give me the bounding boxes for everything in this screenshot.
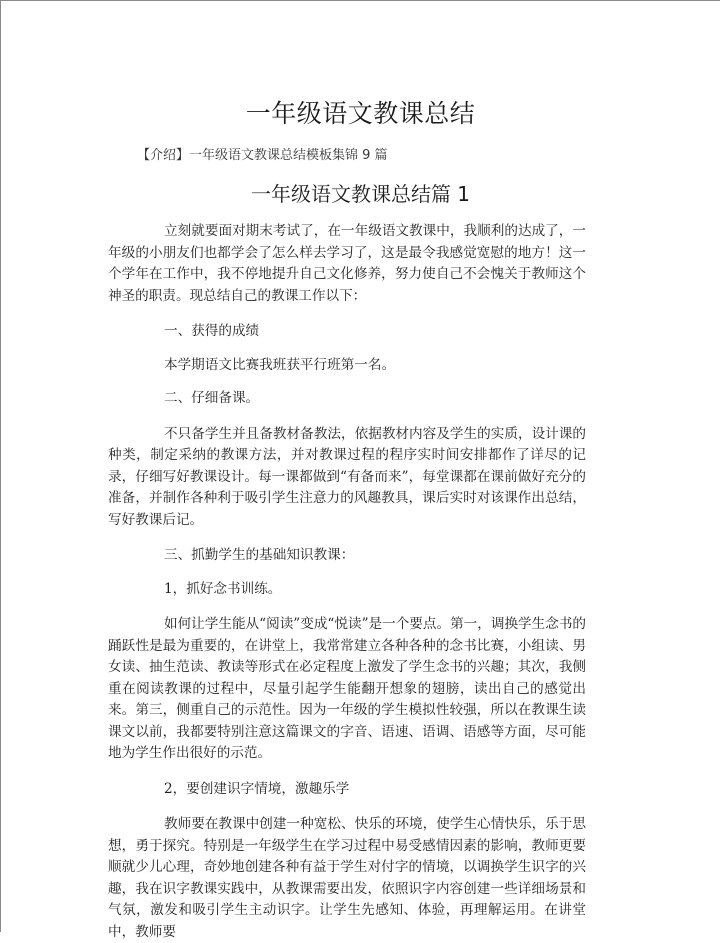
- intro-line: 【介绍】一年级语文教课总结模板集锦 9 篇: [137, 148, 388, 163]
- heading-basic-knowledge: 三、抓勤学生的基础知识教课：: [164, 547, 355, 563]
- section-title: 一年级语文教课总结篇 1: [250, 182, 471, 206]
- heading-achievements: 一、获得的成绩: [164, 323, 260, 339]
- document-body: [108, 221, 586, 943]
- paragraph-achievement-detail: 本学期语文比赛我班获平行班第一名。: [164, 356, 396, 373]
- paragraph-opening: 立刻就要面对期末考试了，在一年级语文教课中，我顺利的达成了，一年级的小朋友们也都学会了怎么样去学习了，这是最令我感觉宽慰的地方！这一个学年在工作中，我不停地提升自己文化修养，努力使自己不会愧关于教师这个神圣的职责。现总结自己的教课工作以下：: [108, 223, 586, 304]
- heading-lesson-prep: 二、仔细备课。: [164, 390, 260, 406]
- paragraph-literacy-context: 教师要在教课中创建一种宽松、快乐的环境，使学生心情快乐，乐于思想，勇于探究。特别是一年级学生在学习过程中易受感情因素的影响，教师更要顺就少儿心理，奇妙地创建各种有益于学生对付字的情境，以调换学生识字的兴趣，我在识字教课实践中，从教课需要出发，依照识字内容创建一些详细场景和气氛，激发和吸引学生主动识字。让学生先感知、体验，再理解运用。在讲堂中，教师要: [108, 816, 586, 940]
- subheading-literacy-context: 2，要创建识字情境，激趣乐学: [164, 780, 350, 797]
- paragraph-lesson-prep: 不只备学生并且备教材备教法，依据教材内容及学生的实质，设计课的种类，制定采纳的教课方法，并对教课过程的程序实时间安排都作了详尽的记录，仔细写好教课设计。每一课都做到“有备而来”，每堂课都在课前做好充分的准备，并制作各种利于吸引学生注意力的风趣教具，课后实时对该课作出总结，写好教课后记。: [108, 425, 586, 528]
- subheading-reading-training: 1，抓好念书训练。: [164, 580, 282, 597]
- paragraph-reading-training: 如何让学生能从“阅读”变成“悦读”是一个要点。第一，调换学生念书的踊跃性是最为重要的，在讲堂上，我常常建立各种各种的念书比赛，小组读、男女读、抽生范读、教读等形式在必定程度上激发了学生念书的兴趣；其次，我侧重在阅读教课的过程中，尽量引起学生能翻开想象的翅膀，读出自己的感觉出来。第三，侧重自己的示范性。因为一年级的学生模拟性较强，所以在教课生读课文以前，我都要特别注意这篇课文的字音、语速、语调、语感等方面，尽可能地为学生作出很好的示范。: [108, 616, 587, 761]
- document-title: 一年级语文教课总结: [245, 99, 476, 128]
